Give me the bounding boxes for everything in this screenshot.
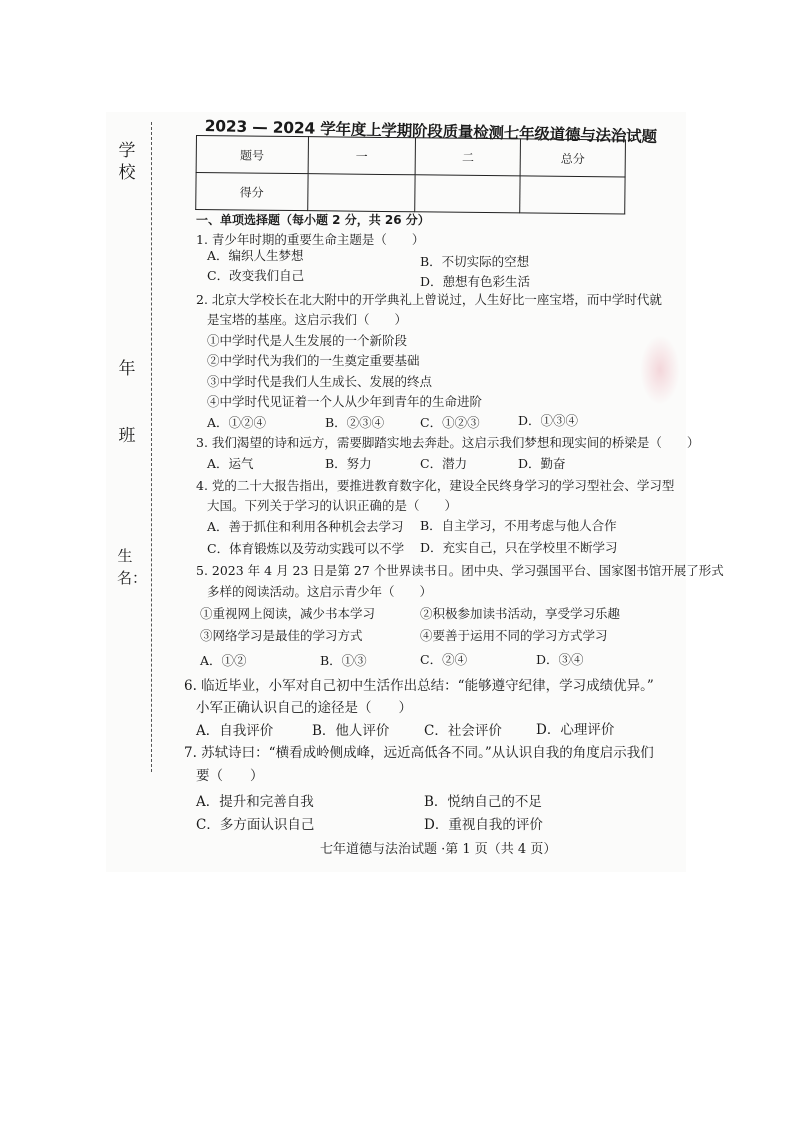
question-5-stem-line1: 5. 2023 年 4 月 23 日是第 27 个世界读书日。团中央、学习强国平台、国家图书馆开展了形式: [196, 563, 724, 578]
question-2-stem-line2: 是宝塔的基座。这启示我们（ ）: [207, 312, 408, 327]
question-5-statement-3: ③网络学习是最佳的学习方式: [200, 628, 363, 643]
side-label-school: 学校: [118, 141, 136, 183]
question-6-option-a: A．自我评价: [196, 723, 274, 739]
question-5-statement-4: ④要善于运用不同的学习方式学习: [420, 628, 608, 643]
question-2-stem-line1: 2. 北京大学校长在北大附中的开学典礼上曾说过，人生好比一座宝塔，而中学时代就: [196, 292, 662, 307]
side-label-class: 班: [118, 426, 136, 446]
table-cell: 总分: [520, 139, 625, 177]
question-1-option-c: C．改变我们自己: [207, 268, 305, 283]
score-table: [195, 135, 626, 214]
question-7-stem-line2: 要（ ）: [196, 768, 264, 784]
question-7-option-d: D．重视自我的评价: [424, 817, 543, 833]
question-5-option-c: C．②④: [420, 652, 468, 667]
question-4-option-b: B．自主学习，不用考虑与他人合作: [420, 518, 617, 533]
question-1-option-b: B．不切实际的空想: [420, 254, 530, 269]
question-2-statement-1: ①中学时代是人生发展的一个新阶段: [207, 333, 408, 348]
question-5-stem-line2: 多样的阅读活动。这启示青少年（ ）: [207, 584, 433, 599]
question-7-option-b: B．悦纳自己的不足: [424, 794, 542, 810]
table-row: [196, 173, 625, 214]
question-6-option-b: B．他人评价: [312, 723, 390, 739]
score-input-cell[interactable]: [415, 175, 520, 213]
question-2-option-c: C．①②③: [420, 415, 480, 430]
question-7-option-c: C．多方面认识自己: [196, 817, 315, 833]
question-6-stem-line1: 6. 临近毕业，小军对自己初中生活作出总结：“能够遵守纪律，学习成绩优异。”: [184, 678, 654, 694]
question-6-option-c: C．社会评价: [424, 723, 502, 739]
question-5-statement-2: ②积极参加读书活动，享受学习乐趣: [420, 606, 621, 621]
question-4-option-a: A．善于抓住和利用各种机会去学习: [207, 519, 404, 534]
question-2-statement-4: ④中学时代见证着一个人从少年到青年的生命进阶: [207, 394, 483, 409]
page-footer: 七年道德与法治试题 ·第 1 页（共 4 页）: [320, 842, 557, 857]
question-6-option-d: D．心理评价: [536, 722, 615, 738]
question-5-option-a: A．①②: [200, 653, 247, 668]
side-label-name: 生名：: [117, 547, 148, 587]
question-3-option-a: A．运气: [207, 456, 254, 471]
table-cell: 题号: [196, 136, 308, 174]
paper-stain: [640, 335, 680, 405]
question-5-statement-1: ①重视网上阅读，减少书本学习: [200, 606, 376, 621]
question-2-option-d: D．①③④: [518, 413, 579, 428]
question-2-option-b: B．②③④: [325, 415, 385, 430]
question-4-stem-line1: 4. 党的二十大报告指出，要推进教育数字化，建设全民终身学习的学习型社会、学习型: [196, 478, 675, 493]
question-6-stem-line2: 小军正确认识自己的途径是（ ）: [196, 700, 412, 716]
question-1-option-a: A．编织人生梦想: [207, 248, 304, 263]
question-2-statement-2: ②中学时代为我们的一生奠定重要基础: [207, 353, 420, 368]
table-cell: 一: [308, 137, 416, 175]
table-cell: 二: [415, 138, 520, 176]
score-input-cell[interactable]: [307, 174, 415, 212]
question-7-option-a: A．提升和完善自我: [196, 794, 314, 810]
question-1-option-d: D．憩想有色彩生活: [420, 274, 531, 289]
question-4-stem-line2: 大国。下列关于学习的认识正确的是（ ）: [207, 498, 458, 513]
side-label-grade: 年: [118, 359, 136, 379]
question-1-stem: 1. 青少年时期的重要生命主题是（ ）: [196, 232, 425, 247]
question-2-statement-3: ③中学时代是我们人生成长、发展的终点: [207, 374, 433, 389]
question-3-option-c: C．潜力: [420, 456, 468, 471]
question-3-option-d: D．勤奋: [518, 456, 566, 471]
question-3-option-b: B．努力: [325, 456, 372, 471]
exam-title: 2023 — 2024 学年度上学期阶段质量检测七年级道德与法治试题: [204, 116, 657, 147]
question-5-option-d: D．③④: [536, 652, 584, 667]
question-4-option-d: D．充实自己，只在学校里不断学习: [420, 540, 618, 555]
section-heading: 一、单项选择题（每小题 2 分，共 26 分）: [196, 213, 430, 227]
table-row: [196, 136, 625, 177]
question-3-stem: 3. 我们渴望的诗和远方，需要脚踏实地去奔赴。这启示我们梦想和现实间的桥梁是（ ）: [196, 435, 700, 450]
question-4-option-c: C．体育锻炼以及劳动实践可以不学: [207, 541, 405, 556]
binding-line: [151, 122, 152, 772]
question-7-stem-line1: 7. 苏轼诗曰：“横看成岭侧成峰，远近高低各不同。”从认识自我的角度启示我们: [184, 745, 654, 761]
question-2-option-a: A．①②④: [207, 415, 267, 430]
table-cell: 得分: [196, 173, 308, 211]
question-5-option-b: B．①③: [320, 653, 367, 668]
score-input-cell[interactable]: [520, 176, 625, 214]
